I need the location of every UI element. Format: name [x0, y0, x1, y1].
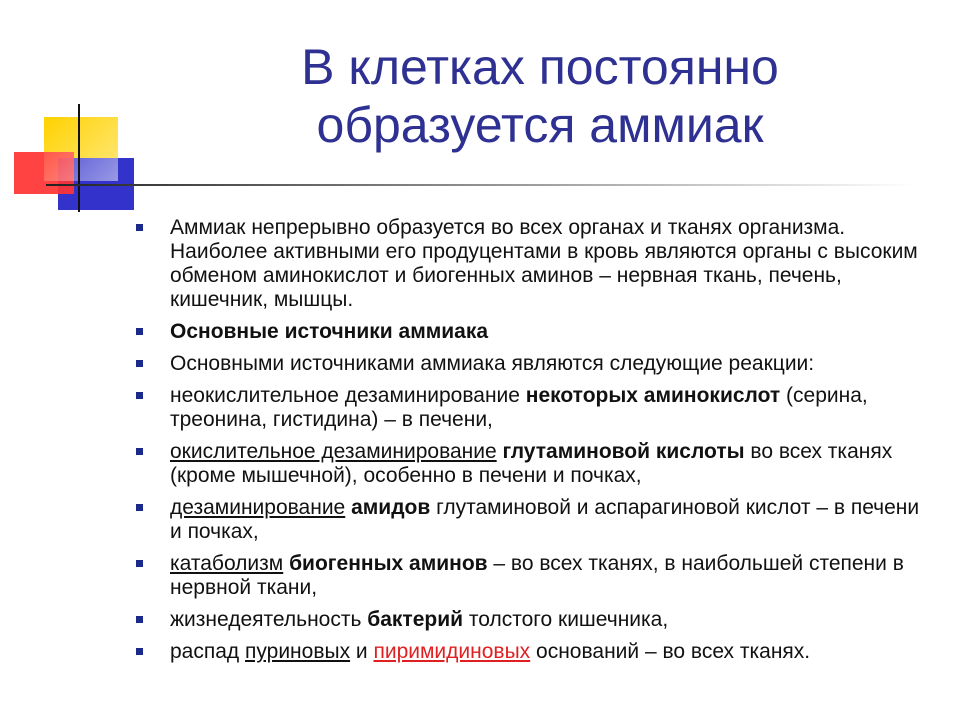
bullet-list [130, 216, 930, 672]
list-item: неокислительное дезаминирование некоторых аминокислот (серина, треонина, гистидина) – в печени, [130, 384, 930, 432]
underlined-term[interactable]: окислительное дезаминирование [170, 440, 497, 463]
list-item: катаболизм биогенных аминов – во всех тканях, в наибольшей степени в нервной ткани, [130, 552, 930, 600]
underlined-term[interactable]: пуриновых [245, 640, 351, 663]
slide-title: В клетках постоянно образуется аммиак [301, 39, 779, 153]
list-item: окислительное дезаминирование глутаминовой кислоты во всех тканях (кроме мышечной), особенно в печени и почках, [130, 440, 930, 488]
underlined-term[interactable]: дезаминирование [170, 496, 346, 519]
bullet-icon [136, 560, 143, 567]
list-item: Аммиак непрерывно образуется во всех органах и тканях организма. Наиболее активными его продуцентами в кровь являются органы с высоким обменом аминокислот и биогенных аминов – нервная ткань, печень, кишечник, мышцы. [130, 216, 930, 312]
hyperlink-term[interactable]: пиримидиновых [373, 640, 531, 663]
list-item: жизнедеятельность бактерий толстого кишечника, [130, 608, 930, 632]
list-item: дезаминирование амидов глутаминовой и аспарагиновой кислот – в печени и почках, [130, 496, 930, 544]
list-item: распад пуриновых и пиримидиновых оснований – во всех тканях. [130, 640, 930, 664]
decorative-block-logo [0, 0, 140, 220]
white-highlight [44, 117, 118, 181]
vertical-divider-line [78, 104, 80, 212]
bullet-icon [136, 392, 143, 399]
bullet-icon [136, 448, 143, 455]
underlined-term[interactable]: катаболизм [170, 552, 284, 575]
list-item: Основными источниками аммиака являются следующие реакции: [130, 352, 930, 376]
bullet-icon [136, 616, 143, 623]
bullet-icon [136, 328, 143, 335]
bullet-icon [136, 360, 143, 367]
list-item: Основные источники аммиака [130, 320, 930, 344]
bullet-icon [136, 504, 143, 511]
bullet-icon [136, 224, 143, 231]
bullet-icon [136, 648, 143, 655]
title-underline [46, 184, 916, 186]
